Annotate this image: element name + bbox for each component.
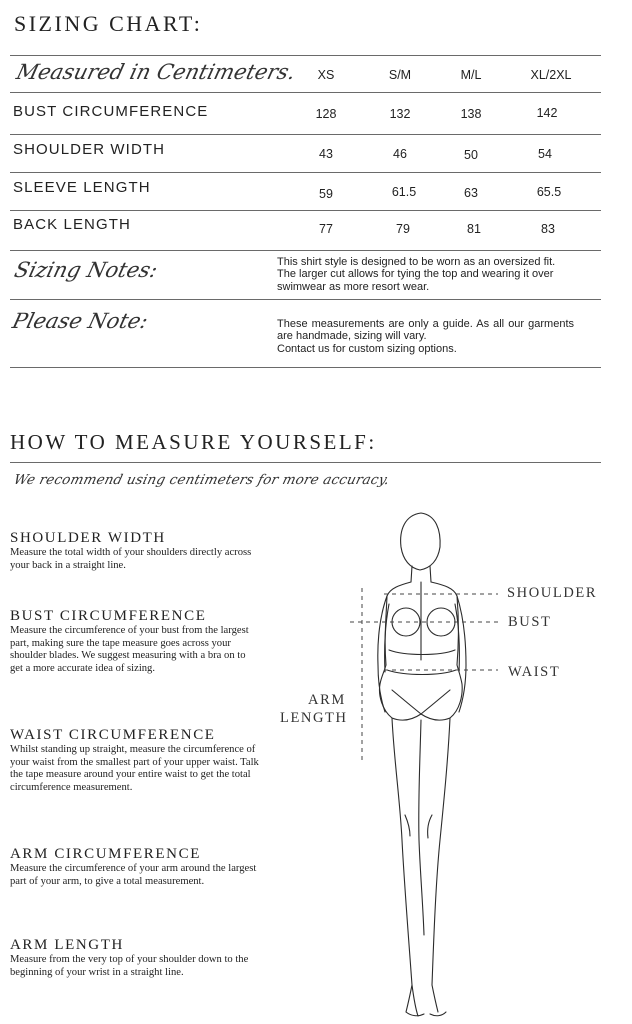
table-cell: 46	[393, 147, 407, 161]
section-body: Measure the circumference of your bust from the largest part, making sure the tape measure goes across your shoulder blades. We suggest measuring with a bra on to get a more accurate idea of sizing.	[10, 625, 249, 674]
sizing-note-line: swimwear as more resort wear.	[277, 280, 430, 293]
table-cell: 50	[464, 148, 478, 162]
figure-label-waist: WAIST	[508, 664, 561, 680]
figure-label-length: LENGTH	[280, 710, 348, 726]
section-heading: ARM CIRCUMFERENCE	[10, 846, 201, 862]
table-cell: 54	[538, 147, 552, 161]
row-label-shoulder: SHOULDER WIDTH	[13, 141, 166, 158]
figure-label-arm: ARM	[308, 692, 346, 708]
row-label-bust: BUST CIRCUMFERENCE	[13, 103, 209, 120]
section-body: Measure the total width of your shoulders directly across your back in a straight line.	[10, 547, 252, 571]
table-cell: 138	[460, 107, 482, 121]
table-cell: 142	[536, 106, 558, 120]
measured-in-label: Measured in Centimeters.	[14, 60, 299, 84]
table-cell: 61.5	[391, 185, 417, 199]
table-cell: 83	[541, 222, 555, 236]
how-to-title: HOW TO MEASURE YOURSELF:	[10, 430, 377, 454]
table-cell: 79	[396, 222, 410, 236]
table-cell: 77	[319, 222, 333, 236]
column-header-xl2xl: XL/2XL	[530, 68, 572, 82]
table-cell: 43	[319, 147, 333, 161]
sizing-chart-title: SIZING CHART:	[14, 11, 203, 36]
section-heading: ARM LENGTH	[10, 937, 124, 953]
table-cell: 63	[464, 186, 478, 200]
please-note-body: These measurements are only a guide. As all our garments are handmade, sizing will vary.	[277, 318, 574, 343]
table-cell: 81	[467, 222, 481, 236]
table-cell: 128	[315, 107, 337, 121]
please-note-contact: Contact us for custom sizing options.	[277, 342, 457, 355]
column-header-ml: M/L	[460, 68, 482, 82]
table-cell: 65.5	[536, 185, 562, 199]
section-heading: BUST CIRCUMFERENCE	[10, 608, 207, 624]
section-body: Whilst standing up straight, measure the circumference of your waist from the smallest part of your upper waist. Talk the tape measure around your entire waist to get the total circumference measurement.	[10, 744, 259, 793]
figure-label-shoulder: SHOULDER	[507, 585, 598, 601]
how-to-subtitle: We recommend using centimeters for more accuracy.	[12, 472, 392, 488]
sizing-note-line: The larger cut allows for tying the top and wearing it over	[277, 268, 554, 281]
sizing-note-line: This shirt style is designed to be worn as an oversized fit.	[277, 256, 556, 268]
table-cell: 59	[319, 187, 333, 201]
row-label-sleeve: SLEEVE LENGTH	[13, 179, 151, 196]
section-body: Measure the circumference of your arm around the largest part of your arm, to give a total measurement.	[10, 863, 257, 887]
row-label-back: BACK LENGTH	[13, 216, 131, 233]
section-heading: SHOULDER WIDTH	[10, 530, 166, 546]
please-note-label: Please Note:	[10, 309, 151, 333]
table-cell: 132	[389, 107, 411, 121]
section-body: Measure from the very top of your shoulder down to the beginning of your wrist in a straight line.	[10, 954, 249, 978]
column-header-xs: XS	[317, 68, 335, 82]
column-header-sm: S/M	[388, 68, 412, 82]
section-heading: WAIST CIRCUMFERENCE	[10, 727, 216, 743]
sizing-notes-label: Sizing Notes:	[12, 258, 161, 282]
figure-label-bust: BUST	[508, 614, 552, 630]
